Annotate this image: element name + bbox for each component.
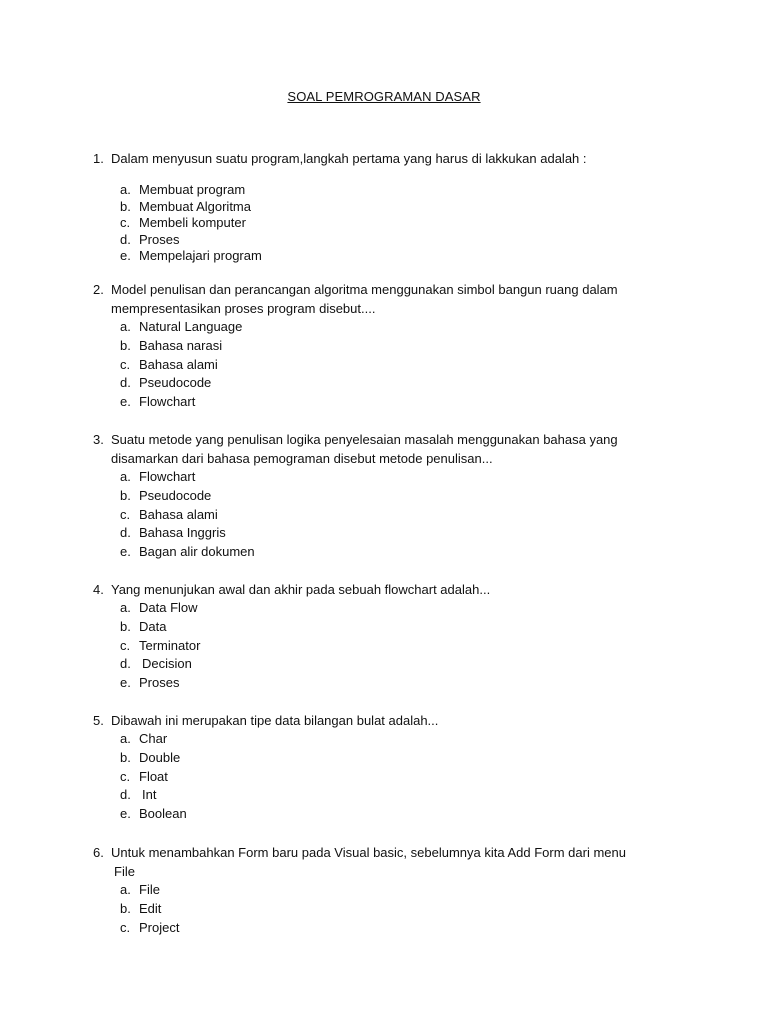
option-text: Terminator (139, 637, 201, 653)
option-letter: d. (120, 787, 131, 803)
option-item (93, 749, 653, 768)
option-letter: e. (120, 394, 131, 410)
question-text: Suatu metode yang penulisan logika penyelesaian masalah menggunakan bahasa yang (111, 432, 618, 447)
option-text: Membuat Algoritma (139, 198, 251, 214)
option-letter: b. (120, 900, 131, 916)
option-item (93, 487, 653, 506)
option-letter: b. (120, 337, 131, 353)
option-letter: a. (120, 182, 131, 197)
option-list (93, 468, 653, 562)
option-item (93, 468, 653, 487)
question-line (93, 149, 653, 168)
option-item (93, 618, 653, 637)
question-5 (93, 711, 653, 824)
question-line (93, 430, 653, 449)
option-item (93, 215, 653, 232)
option-letter: b. (120, 618, 131, 634)
question-2 (93, 280, 653, 412)
option-list (93, 182, 653, 265)
question-number: 5. (93, 713, 104, 728)
option-text: Mempelajari program (139, 248, 262, 263)
question-text: Untuk menambahkan Form baru pada Visual basic, sebelumnya kita Add Form dari menu (111, 845, 626, 860)
option-item (93, 543, 653, 562)
page-title: SOAL PEMROGRAMAN DASAR (287, 89, 481, 104)
option-item (93, 881, 653, 900)
option-list (93, 318, 653, 412)
option-text: Int (142, 787, 157, 803)
option-item (93, 900, 653, 919)
option-letter: c. (120, 506, 131, 522)
question-number: 2. (93, 282, 104, 297)
question-text: Yang menunjukan awal dan akhir pada sebuah flowchart adalah... (111, 582, 491, 597)
option-item (93, 637, 653, 656)
question-number: 1. (93, 151, 104, 166)
question-number: 6. (93, 845, 104, 860)
option-letter: b. (120, 198, 131, 214)
question-text-continued: File (114, 864, 135, 879)
option-letter: e. (120, 544, 131, 560)
question-4 (93, 580, 653, 693)
option-item (93, 919, 653, 938)
question-3 (93, 430, 653, 562)
option-letter: a. (120, 882, 131, 897)
option-text: Pseudocode (139, 487, 212, 503)
option-item (93, 805, 653, 824)
option-item (93, 374, 653, 393)
option-text: Membeli komputer (139, 215, 246, 230)
option-text: File (139, 882, 160, 897)
option-item (93, 248, 653, 265)
option-item (93, 599, 653, 618)
option-letter: d. (120, 375, 131, 391)
option-letter: c. (120, 637, 131, 653)
option-item (93, 182, 653, 199)
option-item (93, 768, 653, 787)
option-text: Bahasa narasi (139, 337, 223, 353)
question-number: 4. (93, 582, 104, 597)
option-letter: d. (120, 525, 131, 541)
option-list (93, 599, 653, 693)
question-text: Dalam menyusun suatu program,langkah pertama yang harus di lakkukan adalah : (111, 151, 587, 166)
option-text: Boolean (139, 806, 187, 822)
option-letter: b. (120, 487, 131, 503)
question-line (93, 843, 653, 862)
question-6 (93, 843, 653, 937)
option-item (93, 674, 653, 693)
option-letter: d. (120, 656, 131, 672)
question-text-continued: disamarkan dari bahasa pemograman disebut metode penulisan... (111, 451, 493, 466)
option-letter: c. (120, 768, 131, 784)
option-text: Data (139, 618, 167, 634)
option-text: Decision (142, 656, 192, 672)
option-letter: a. (120, 731, 131, 746)
option-text: Edit (139, 900, 162, 916)
option-text: Double (139, 749, 181, 765)
option-item (93, 393, 653, 412)
option-letter: a. (120, 319, 131, 334)
option-text: Flowchart (139, 469, 196, 484)
option-letter: c. (120, 919, 131, 935)
option-letter: b. (120, 749, 131, 765)
option-text: Membuat program (139, 182, 246, 197)
option-list (93, 730, 653, 824)
option-letter: a. (120, 469, 131, 484)
option-item (93, 524, 653, 543)
option-letter: e. (120, 675, 131, 691)
option-item (93, 730, 653, 749)
option-letter: e. (120, 248, 131, 263)
option-list (93, 881, 653, 937)
question-line (93, 580, 653, 599)
option-text: Flowchart (139, 394, 196, 410)
option-item (93, 232, 653, 249)
option-text: Natural Language (139, 319, 243, 334)
question-line (93, 280, 653, 299)
question-1 (93, 149, 653, 265)
option-text: Pseudocode (139, 375, 212, 391)
option-item (93, 786, 653, 805)
option-text: Bahasa Inggris (139, 525, 226, 541)
option-text: Proses (139, 231, 180, 247)
option-text: Data Flow (139, 600, 198, 615)
option-text: Proses (139, 675, 180, 691)
question-text-continued: mempresentasikan proses program disebut.... (111, 301, 376, 316)
option-text: Bagan alir dokumen (139, 544, 255, 560)
question-text: Dibawah ini merupakan tipe data bilangan bulat adalah... (111, 713, 439, 728)
option-text: Bahasa alami (139, 506, 218, 522)
option-item (93, 655, 653, 674)
option-letter: d. (120, 231, 131, 247)
option-text: Project (139, 919, 180, 935)
option-letter: e. (120, 806, 131, 822)
option-item (93, 356, 653, 375)
question-number: 3. (93, 432, 104, 447)
option-text: Bahasa alami (139, 356, 218, 372)
option-text: Float (139, 768, 168, 784)
option-item (93, 199, 653, 216)
option-letter: c. (120, 215, 131, 230)
option-letter: c. (120, 356, 131, 372)
option-letter: a. (120, 600, 131, 615)
option-item (93, 318, 653, 337)
option-item (93, 337, 653, 356)
option-text: Char (139, 731, 168, 746)
question-text: Model penulisan dan perancangan algoritma menggunakan simbol bangun ruang dalam (111, 282, 618, 297)
question-line (93, 711, 653, 730)
option-item (93, 506, 653, 525)
